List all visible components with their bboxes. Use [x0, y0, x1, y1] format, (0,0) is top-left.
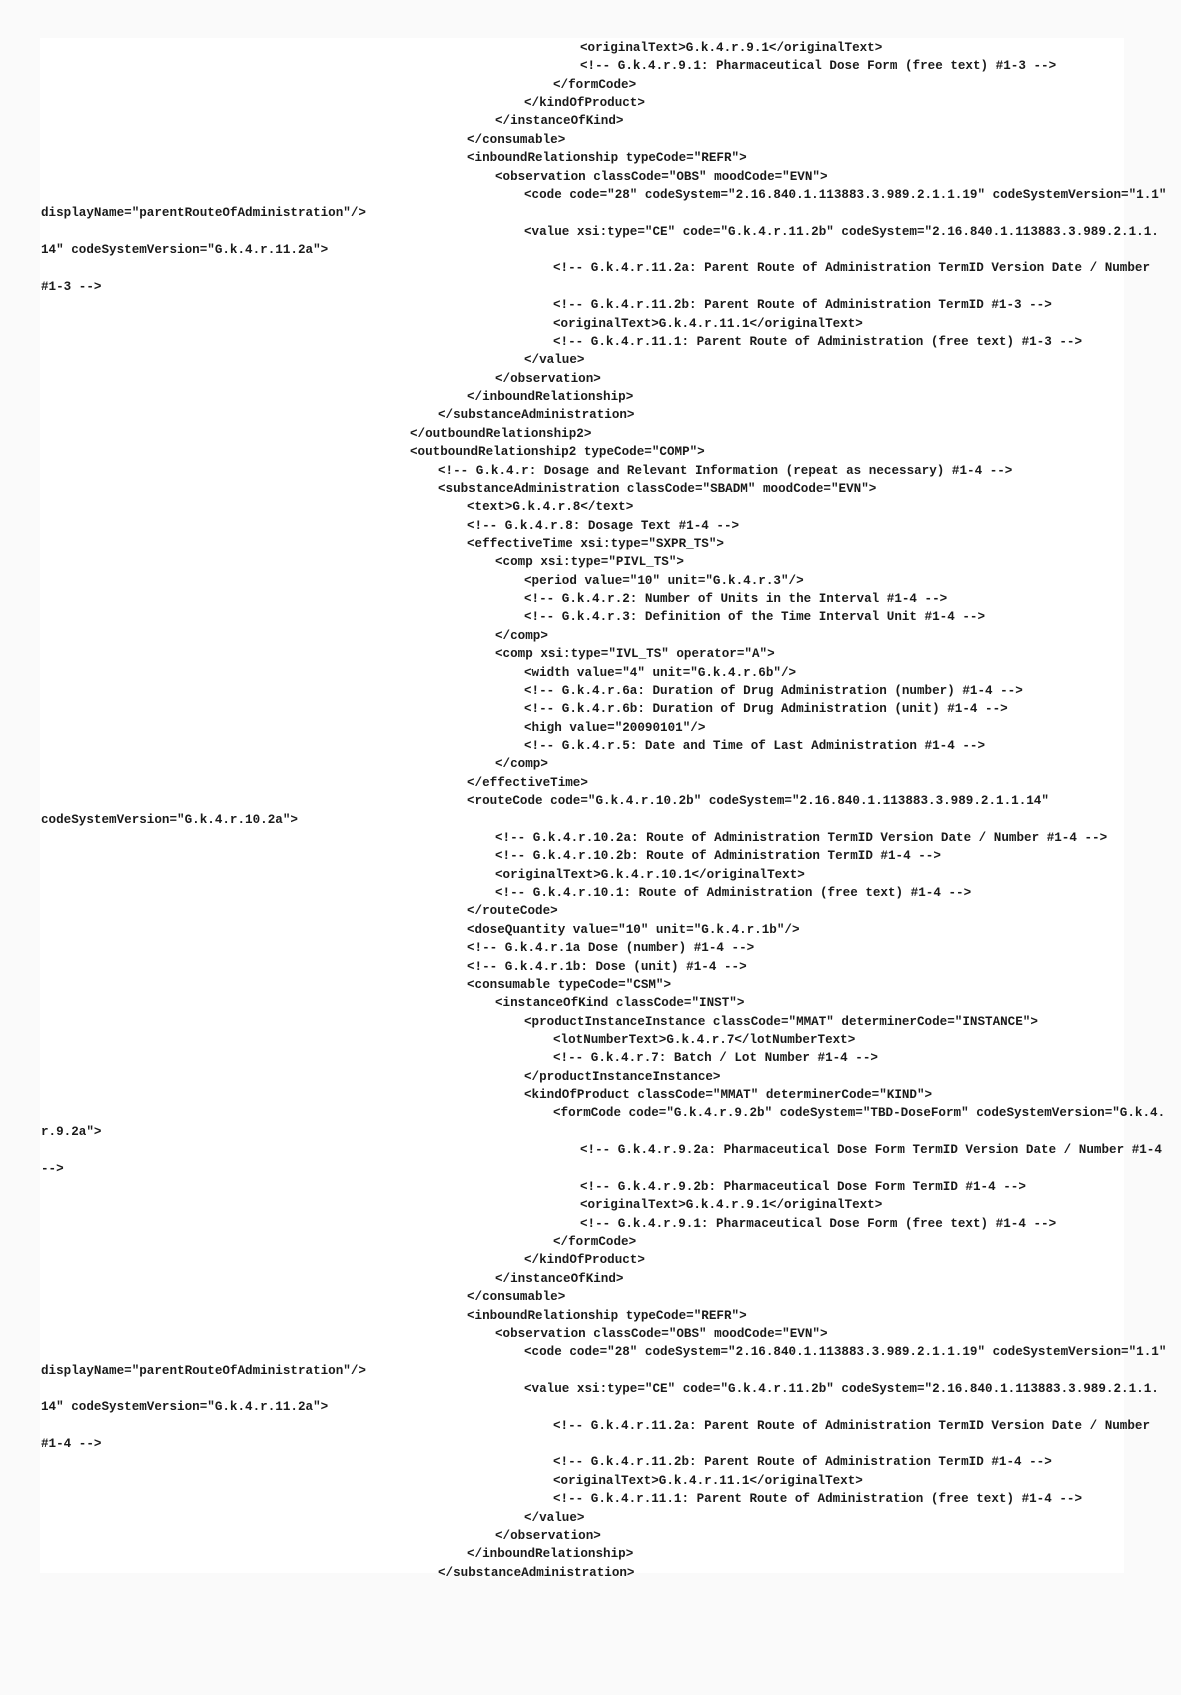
code-line: r.9.2a">: [41, 1124, 102, 1139]
code-line: <kindOfProduct classCode="MMAT" determinerCode="KIND">: [524, 1088, 933, 1103]
code-line: 14" codeSystemVersion="G.k.4.r.11.2a">: [41, 1400, 329, 1415]
code-line: <text>G.k.4.r.8</text>: [467, 500, 634, 515]
code-line: <!-- G.k.4.r.5: Date and Time of Last Administration #1-4 -->: [524, 739, 986, 754]
code-line: </outboundRelationship2>: [410, 426, 592, 441]
code-line: <!-- G.k.4.r.6a: Duration of Drug Administration (number) #1-4 -->: [524, 683, 1023, 698]
code-line: </routeCode>: [467, 904, 558, 919]
code-line: <observation classCode="OBS" moodCode="EVN">: [495, 169, 828, 184]
code-line: </comp>: [495, 628, 548, 643]
code-line: <!-- G.k.4.r.10.2b: Route of Administration TermID #1-4 -->: [495, 849, 941, 864]
code-line: <!-- G.k.4.r: Dosage and Relevant Information (repeat as necessary) #1-4 -->: [438, 463, 1013, 478]
code-line: <value xsi:type="CE" code="G.k.4.r.11.2b" codeSystem="2.16.840.1.113883.3.989.2.1.1.: [524, 224, 1159, 239]
code-line: </consumable>: [467, 132, 566, 147]
code-line: <routeCode code="G.k.4.r.10.2b" codeSystem="2.16.840.1.113883.3.989.2.1.1.14": [467, 794, 1049, 809]
code-line: #1-4 -->: [41, 1437, 102, 1452]
code-line: displayName="parentRouteOfAdministration"/>: [41, 206, 366, 221]
code-line: <comp xsi:type="PIVL_TS">: [495, 555, 684, 570]
code-line: <value xsi:type="CE" code="G.k.4.r.11.2b" codeSystem="2.16.840.1.113883.3.989.2.1.1.: [524, 1382, 1159, 1396]
code-line: <!-- G.k.4.r.11.2a: Parent Route of Administration TermID Version Date / Number: [553, 1418, 1151, 1433]
code-line: <originalText>G.k.4.r.10.1</originalText>: [495, 867, 805, 882]
code-line: <!-- G.k.4.r.9.2a: Pharmaceutical Dose Form TermID Version Date / Number #1-4: [580, 1143, 1162, 1158]
code-line: <originalText>G.k.4.r.11.1</originalText>: [553, 1473, 863, 1488]
code-line: </inboundRelationship>: [467, 390, 634, 405]
code-line: </kindOfProduct>: [524, 96, 645, 111]
code-line: <!-- G.k.4.r.11.2b: Parent Route of Administration TermID #1-3 -->: [553, 298, 1052, 313]
code-line: </substanceAdministration>: [438, 408, 635, 423]
code-line: displayName="parentRouteOfAdministration"/>: [41, 1363, 366, 1378]
code-line: <inboundRelationship typeCode="REFR">: [467, 1308, 747, 1323]
code-line: </inboundRelationship>: [467, 1547, 634, 1562]
code-line: <!-- G.k.4.r.9.2b: Pharmaceutical Dose Form TermID #1-4 -->: [580, 1179, 1026, 1194]
code-line: <!-- G.k.4.r.6b: Duration of Drug Administration (unit) #1-4 -->: [524, 702, 1008, 717]
code-line: <originalText>G.k.4.r.11.1</originalText>: [553, 316, 863, 331]
code-line: <!-- G.k.4.r.7: Batch / Lot Number #1-4 -->: [553, 1051, 878, 1066]
code-line: </observation>: [495, 371, 601, 386]
code-line: <width value="4" unit="G.k.4.r.6b"/>: [524, 665, 797, 680]
code-line: <comp xsi:type="IVL_TS" operator="A">: [495, 647, 775, 662]
code-line: <!-- G.k.4.r.11.1: Parent Route of Administration (free text) #1-4 -->: [553, 1492, 1083, 1507]
code-line: </observation>: [495, 1528, 601, 1543]
code-line: <!-- G.k.4.r.11.2a: Parent Route of Administration TermID Version Date / Number: [553, 261, 1151, 276]
code-line: <!-- G.k.4.r.10.1: Route of Administration (free text) #1-4 -->: [495, 886, 972, 901]
code-line: <instanceOfKind classCode="INST">: [495, 996, 745, 1011]
code-line: <!-- G.k.4.r.8: Dosage Text #1-4 -->: [467, 518, 740, 533]
code-line: <lotNumberText>G.k.4.r.7</lotNumberText>: [553, 1032, 856, 1047]
code-line: </formCode>: [553, 1235, 637, 1250]
code-line: #1-3 -->: [41, 279, 102, 294]
code-line: <formCode code="G.k.4.r.9.2b" codeSystem="TBD-DoseForm" codeSystemVersion="G.k.4.: [553, 1106, 1166, 1121]
code-line: </productInstanceInstance>: [524, 1069, 721, 1084]
code-line: <originalText>G.k.4.r.9.1</originalText>: [580, 41, 883, 55]
code-line: <code code="28" codeSystem="2.16.840.1.113883.3.989.2.1.1.19" codeSystemVersion="1.1": [524, 187, 1167, 202]
code-line: </consumable>: [467, 1290, 566, 1305]
code-line: <consumable typeCode="CSM">: [467, 977, 672, 992]
code-line: <substanceAdministration classCode="SBADM" moodCode="EVN">: [438, 481, 877, 496]
code-line: <effectiveTime xsi:type="SXPR_TS">: [467, 536, 724, 551]
code-line: </value>: [524, 353, 585, 368]
code-line: <inboundRelationship typeCode="REFR">: [467, 151, 747, 166]
code-line: <code code="28" codeSystem="2.16.840.1.113883.3.989.2.1.1.19" codeSystemVersion="1.1": [524, 1345, 1167, 1360]
code-line: </instanceOfKind>: [495, 1271, 624, 1286]
code-line: <!-- G.k.4.r.10.2a: Route of Administration TermID Version Date / Number #1-4 -->: [495, 830, 1108, 845]
code-line: </kindOfProduct>: [524, 1253, 645, 1268]
code-line: <!-- G.k.4.r.9.1: Pharmaceutical Dose Form (free text) #1-4 -->: [580, 1216, 1057, 1231]
code-line: </substanceAdministration>: [438, 1565, 635, 1580]
code-line: <originalText>G.k.4.r.9.1</originalText>: [580, 1198, 883, 1213]
code-line: <!-- G.k.4.r.3: Definition of the Time Interval Unit #1-4 -->: [524, 610, 986, 625]
code-line: <doseQuantity value="10" unit="G.k.4.r.1b"/>: [467, 922, 800, 937]
code-line: <high value="20090101"/>: [524, 720, 706, 735]
code-line: <!-- G.k.4.r.1b: Dose (unit) #1-4 -->: [467, 959, 747, 974]
code-line: <productInstanceInstance classCode="MMAT" determinerCode="INSTANCE">: [524, 1014, 1038, 1029]
code-line: <!-- G.k.4.r.11.1: Parent Route of Administration (free text) #1-3 -->: [553, 334, 1083, 349]
code-line: <!-- G.k.4.r.9.1: Pharmaceutical Dose Form (free text) #1-3 -->: [580, 59, 1057, 74]
code-line: <outboundRelationship2 typeCode="COMP">: [410, 445, 705, 460]
code-line: <observation classCode="OBS" moodCode="EVN">: [495, 1326, 828, 1341]
code-line: 14" codeSystemVersion="G.k.4.r.11.2a">: [41, 243, 329, 258]
code-line: </formCode>: [553, 77, 637, 92]
code-line: <!-- G.k.4.r.1a Dose (number) #1-4 -->: [467, 941, 755, 956]
code-line: </instanceOfKind>: [495, 114, 624, 129]
code-line: codeSystemVersion="G.k.4.r.10.2a">: [41, 812, 298, 827]
code-line: </value>: [524, 1510, 585, 1525]
code-line: <!-- G.k.4.r.2: Number of Units in the Interval #1-4 -->: [524, 592, 948, 607]
code-line: -->: [41, 1161, 64, 1176]
xml-document-page: [40, 38, 1167, 1580]
code-line: <period value="10" unit="G.k.4.r.3"/>: [524, 573, 804, 588]
code-line: </comp>: [495, 757, 548, 772]
code-line: </effectiveTime>: [467, 775, 588, 790]
code-line: <!-- G.k.4.r.11.2b: Parent Route of Administration TermID #1-4 -->: [553, 1455, 1052, 1470]
